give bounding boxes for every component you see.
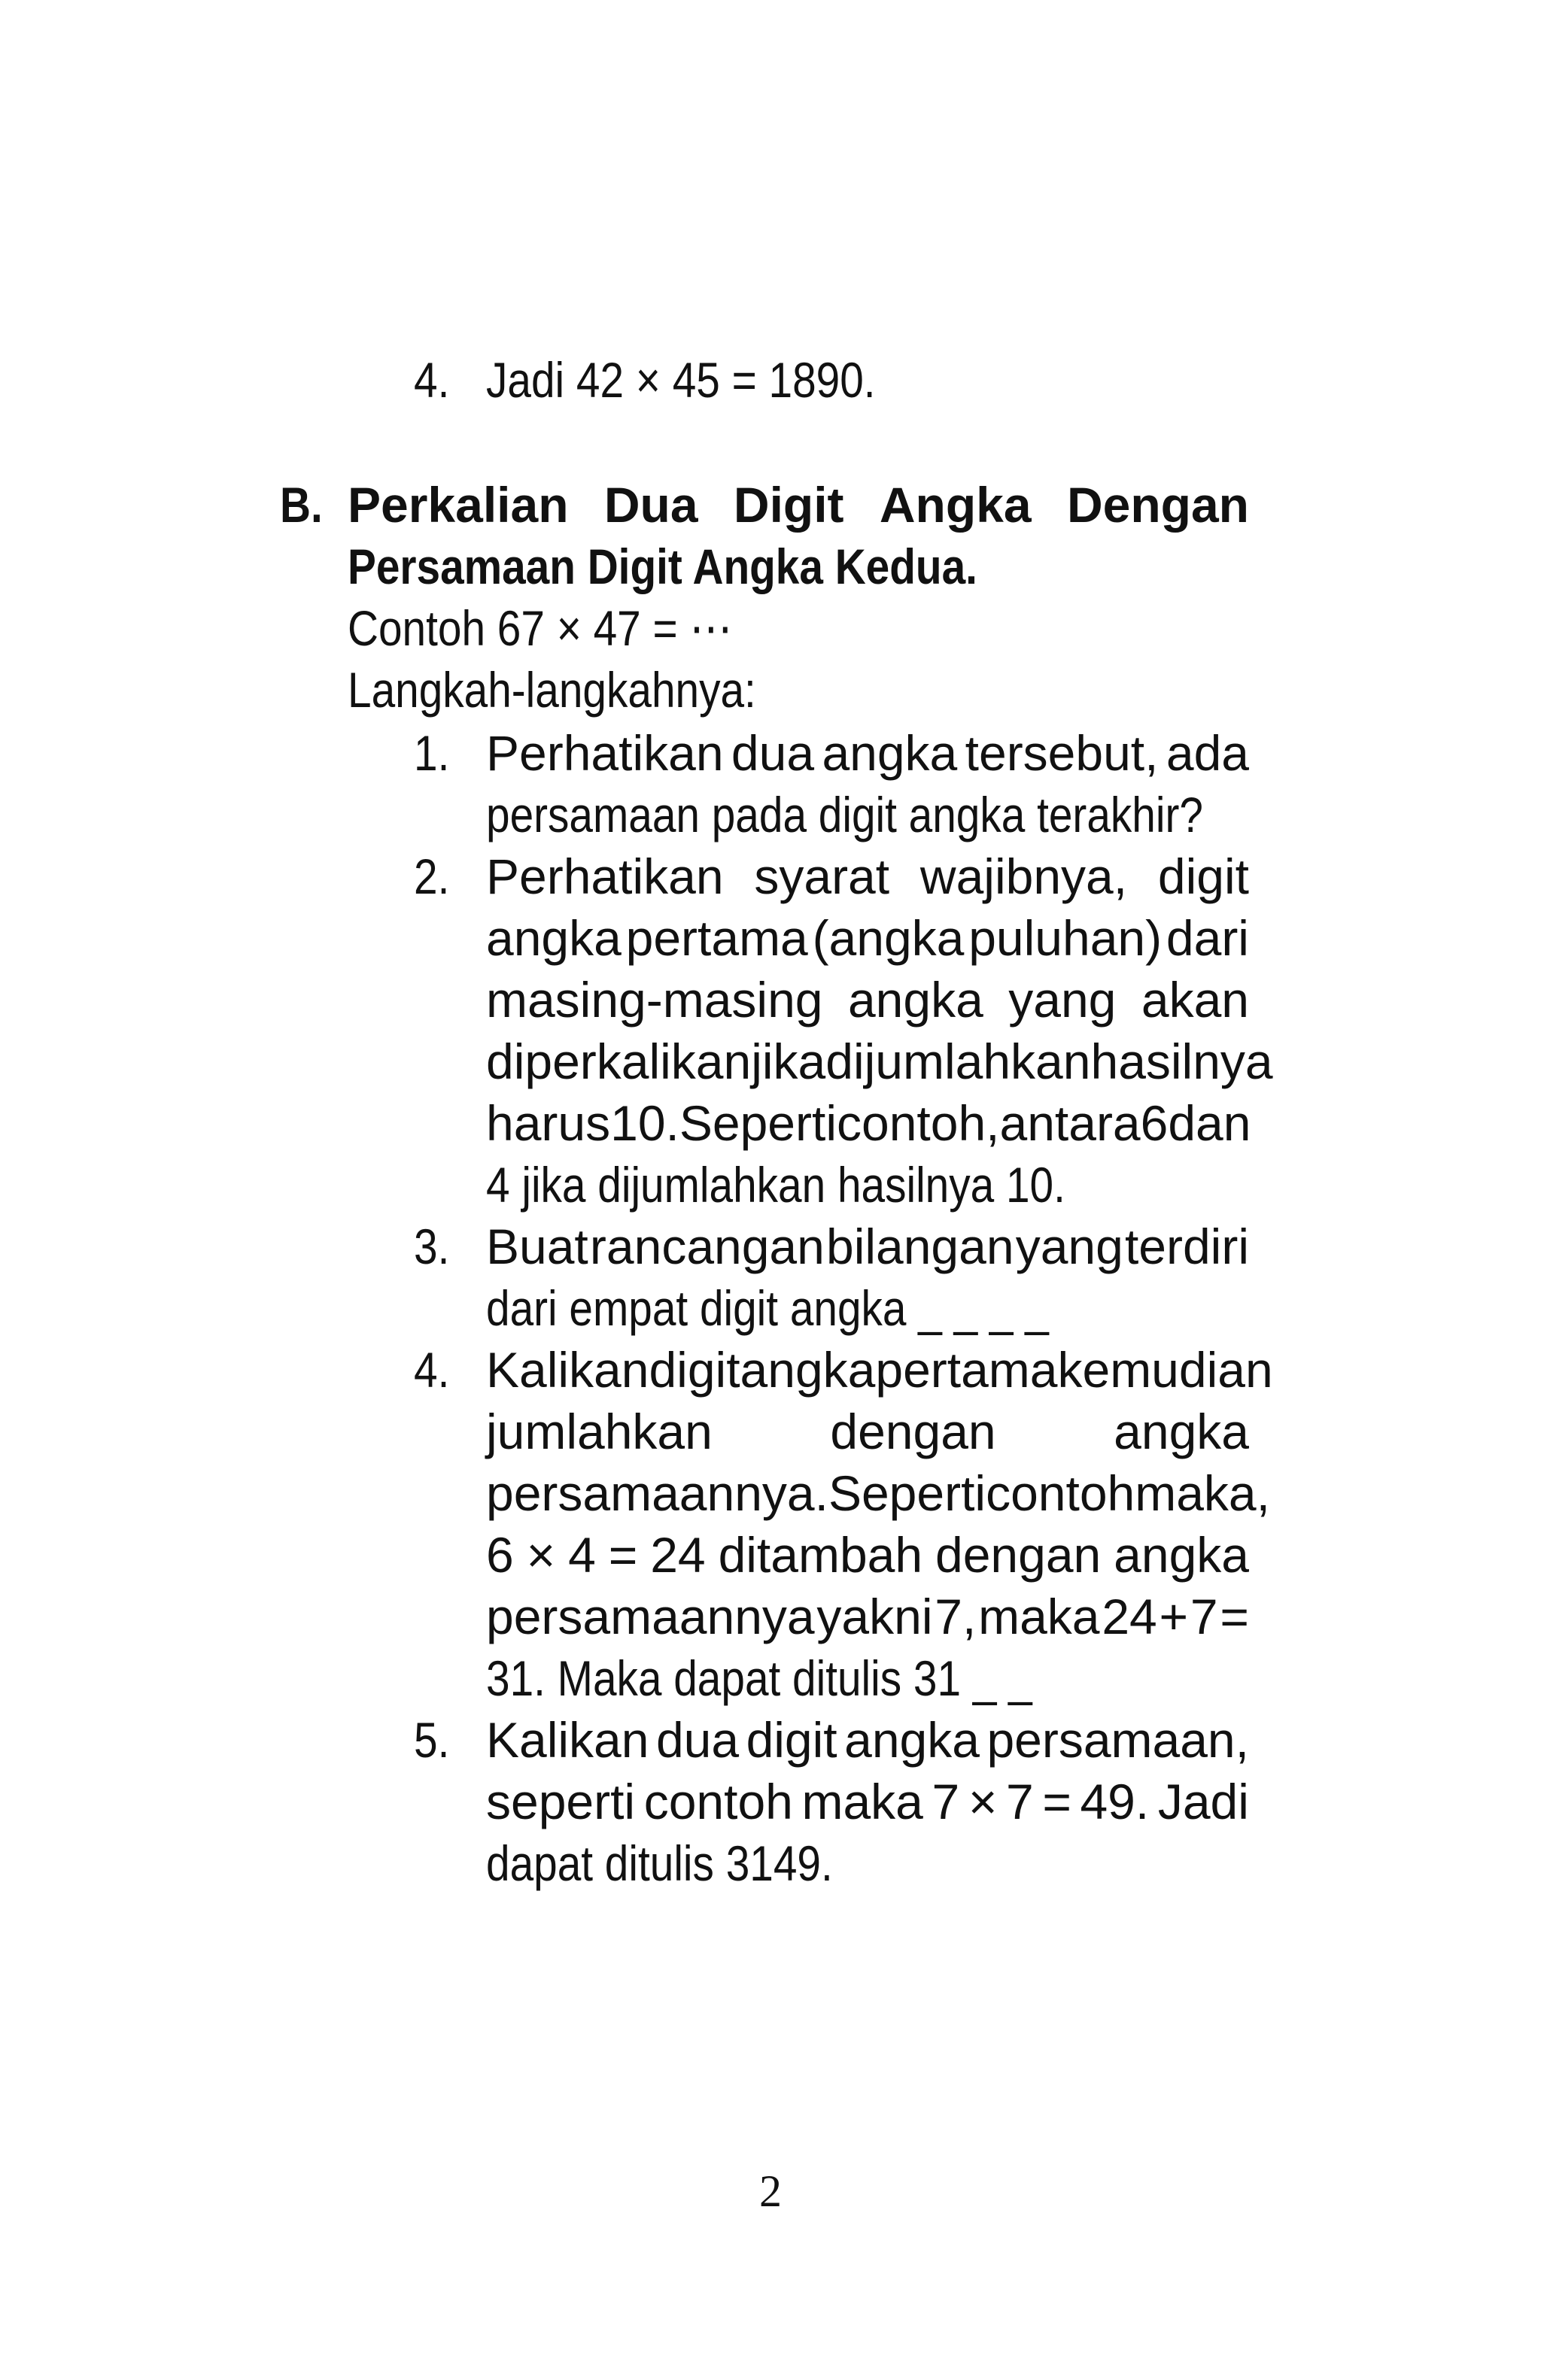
step-word: Perhatikan bbox=[486, 725, 724, 781]
step-word: ditambah bbox=[718, 1527, 923, 1583]
step-word: 4 bbox=[568, 1527, 596, 1583]
step-word: × bbox=[968, 1774, 998, 1829]
step-word: = bbox=[1042, 1774, 1071, 1829]
step-word: jika bbox=[751, 1034, 826, 1089]
step-word: angka bbox=[822, 725, 958, 781]
step-word: 49. bbox=[1080, 1774, 1150, 1829]
step-word: maka bbox=[978, 1589, 1100, 1644]
section-letter: B. bbox=[280, 477, 323, 533]
example-line: Contoh 67 × 47 = ⋯ bbox=[348, 600, 733, 656]
top-item-number: 4. bbox=[414, 352, 450, 408]
section-title-line-2: Persamaan Digit Angka Kedua. bbox=[348, 539, 977, 594]
step-line bbox=[486, 1462, 1270, 1524]
steps-label: Langkah-langkahnya: bbox=[348, 662, 756, 718]
step-line-text: dari empat digit angka _ _ _ _ bbox=[486, 1280, 1049, 1336]
step-text bbox=[486, 722, 1249, 845]
step-line bbox=[486, 1216, 1249, 1277]
step-word: Perhatikan bbox=[486, 848, 724, 904]
step-word: jumlahkan bbox=[486, 1404, 713, 1459]
step-word: + bbox=[1159, 1589, 1189, 1644]
step-text bbox=[486, 1216, 1249, 1339]
top-item-text: Jadi 42 × 45 = 1890. bbox=[486, 352, 876, 408]
step-word: hasilnya bbox=[1090, 1034, 1273, 1089]
step-word: contoh bbox=[986, 1465, 1135, 1521]
step-word: = bbox=[608, 1527, 638, 1583]
title-word: Digit bbox=[733, 477, 844, 533]
step-word: (angka bbox=[812, 910, 965, 966]
step-line bbox=[486, 784, 1249, 845]
step-line bbox=[486, 1647, 1249, 1709]
step-word: tersebut, bbox=[965, 725, 1159, 781]
step-number: 3. bbox=[414, 1219, 450, 1274]
step-line bbox=[486, 1709, 1249, 1771]
step-word: yakni bbox=[816, 1589, 933, 1644]
step-word: 7 bbox=[1005, 1774, 1034, 1829]
step-line bbox=[486, 1586, 1249, 1647]
step-word: dua bbox=[655, 1712, 740, 1768]
step-line bbox=[486, 1031, 1273, 1092]
step-word: 7 bbox=[932, 1774, 960, 1829]
step-number: 5. bbox=[414, 1712, 450, 1768]
step-word: wajibnya, bbox=[919, 848, 1128, 904]
step-line bbox=[486, 1771, 1249, 1832]
step-word: Seperti bbox=[828, 1465, 986, 1521]
step-word: dengan bbox=[830, 1404, 996, 1459]
step-word: dengan bbox=[935, 1527, 1102, 1583]
step-text bbox=[486, 845, 1273, 1216]
step-word: = bbox=[1220, 1589, 1249, 1644]
section-title-line-1 bbox=[348, 474, 1249, 536]
step-word: digit bbox=[1157, 848, 1249, 904]
step-word: 6 bbox=[486, 1527, 514, 1583]
step-word: angka bbox=[844, 1712, 980, 1768]
step-line-text: 4 jika dijumlahkan hasilnya 10. bbox=[486, 1157, 1065, 1213]
step-line bbox=[486, 722, 1249, 784]
step-word: Buat bbox=[486, 1219, 588, 1274]
page-number: 2 bbox=[759, 2166, 782, 2216]
step-line bbox=[486, 1154, 1249, 1216]
step-word: digit bbox=[746, 1712, 837, 1768]
step-word: angka bbox=[1114, 1404, 1249, 1459]
step-word: 7 bbox=[1190, 1589, 1218, 1644]
step-word: antara bbox=[999, 1095, 1141, 1151]
step-word: pertama bbox=[875, 1342, 1058, 1398]
step-line bbox=[486, 1092, 1249, 1154]
step-word: terdiri bbox=[1124, 1219, 1249, 1274]
step-line bbox=[486, 1832, 1249, 1894]
step-word: harus bbox=[486, 1095, 611, 1151]
step-word: Jadi bbox=[1157, 1774, 1249, 1829]
step-word: 24 bbox=[1102, 1589, 1157, 1644]
step-word: 6 bbox=[1140, 1095, 1169, 1151]
step-word: Seperti bbox=[679, 1095, 837, 1151]
step-word: 10. bbox=[610, 1095, 679, 1151]
step-line-text: 31. Maka dapat ditulis 31 _ _ bbox=[486, 1650, 1032, 1706]
step-word: maka, bbox=[1135, 1465, 1270, 1521]
step-text bbox=[486, 1709, 1249, 1894]
step-word: ada bbox=[1166, 725, 1249, 781]
step-line bbox=[486, 969, 1249, 1031]
step-number: 4. bbox=[414, 1342, 450, 1398]
step-word: persamaannya bbox=[486, 1589, 815, 1644]
step-word: persamaannya. bbox=[486, 1465, 828, 1521]
step-word: 24 bbox=[650, 1527, 706, 1583]
step-line bbox=[486, 845, 1249, 907]
title-word: Perkalian bbox=[348, 477, 569, 533]
step-word: bilangan bbox=[825, 1219, 1014, 1274]
step-line bbox=[486, 1339, 1273, 1401]
step-word: syarat bbox=[754, 848, 890, 904]
step-word: rancangan bbox=[589, 1219, 825, 1274]
title-word: Angka bbox=[879, 477, 1032, 533]
step-word: × bbox=[526, 1527, 556, 1583]
step-word: yang bbox=[1015, 1219, 1123, 1274]
step-word: persamaan, bbox=[986, 1712, 1249, 1768]
step-line bbox=[486, 907, 1249, 969]
step-word: diperkalikan bbox=[486, 1034, 752, 1089]
step-word: puluhan) bbox=[968, 910, 1163, 966]
title-word: Dua bbox=[603, 477, 698, 533]
step-word: kemudian bbox=[1057, 1342, 1273, 1398]
step-word: yang bbox=[1008, 972, 1117, 1028]
step-word: dua bbox=[731, 725, 815, 781]
step-word: masing-masing bbox=[486, 972, 823, 1028]
title-word: Dengan bbox=[1066, 477, 1249, 533]
step-word: akan bbox=[1141, 972, 1249, 1028]
step-word: angka bbox=[486, 910, 622, 966]
step-word: Kalikan bbox=[486, 1342, 649, 1398]
step-text bbox=[486, 1339, 1273, 1709]
step-word: angka bbox=[740, 1342, 876, 1398]
step-line bbox=[486, 1277, 1249, 1339]
step-word: pertama bbox=[625, 910, 808, 966]
step-word: dari bbox=[1166, 910, 1249, 966]
step-word: seperti bbox=[486, 1774, 636, 1829]
step-number: 2. bbox=[414, 848, 450, 904]
step-word: Kalikan bbox=[486, 1712, 649, 1768]
step-line bbox=[486, 1401, 1249, 1462]
step-word: angka bbox=[847, 972, 983, 1028]
step-word: contoh, bbox=[836, 1095, 1000, 1151]
step-word: dan bbox=[1168, 1095, 1251, 1151]
step-line-text: persamaan pada digit angka terakhir? bbox=[486, 787, 1203, 842]
step-line bbox=[486, 1524, 1249, 1586]
step-number: 1. bbox=[414, 725, 450, 781]
step-word: digit bbox=[649, 1342, 740, 1398]
step-word: angka bbox=[1114, 1527, 1249, 1583]
step-word: maka bbox=[801, 1774, 923, 1829]
step-word: contoh bbox=[643, 1774, 793, 1829]
section-heading bbox=[348, 474, 1249, 721]
step-word: dijumlahkan bbox=[825, 1034, 1091, 1089]
step-line-text: dapat ditulis 3149. bbox=[486, 1835, 833, 1891]
step-word: 7, bbox=[935, 1589, 977, 1644]
